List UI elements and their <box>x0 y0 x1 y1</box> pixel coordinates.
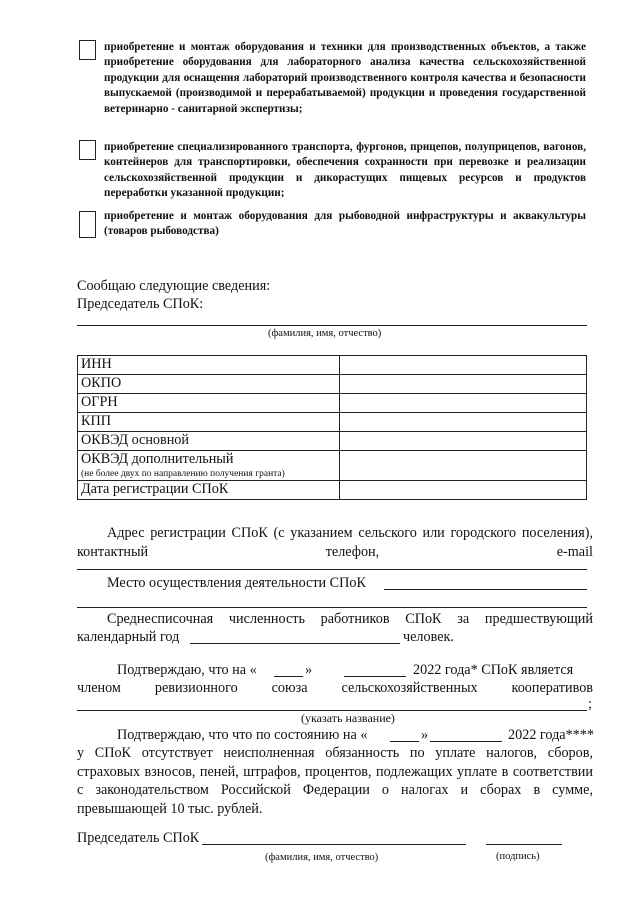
confirm1-prefix: Подтверждаю, что на « <box>117 662 257 678</box>
confirm1-day-line[interactable] <box>274 676 303 677</box>
confirm1-line2: членом ревизионного союза сельскохозяйственных кооперативов <box>77 680 593 696</box>
row-label-inn: ИНН <box>78 356 340 375</box>
staff-text-3: человек. <box>403 629 454 645</box>
row-value-kpp[interactable] <box>340 413 587 432</box>
staff-count-line[interactable] <box>190 643 400 644</box>
option-transport-text: приобретение специализированного транспорта, фургонов, прицепов, полуприцепов, вагонов, контейнеров для транспортировки, обеспечения сохранности при перевозке и реализации сельскохозяйственной продукции и дикорастущих пищевых ресурсов и продуктов переработки указанной продукции; <box>104 141 586 200</box>
row-label-kpp: КПП <box>78 413 340 432</box>
table-row <box>78 432 587 451</box>
signature-fio-caption: (фамилия, имя, отчество) <box>265 852 379 863</box>
confirm2-prefix: Подтверждаю, что что по состоянию на « <box>117 727 368 743</box>
okved-extra-note: (не более двух по направлению получения гранта) <box>81 469 285 479</box>
option-fish-text: приобретение и монтаж оборудования для рыбоводной инфраструктуры и аквакультуры (товаров рыбоводства) <box>104 210 586 238</box>
requisites-table <box>77 355 587 500</box>
address-text: Адрес регистрации СПоК (с указанием сельского или городского поселения), контактный телефон, e-mail <box>77 525 593 560</box>
checkbox-fish[interactable] <box>79 211 96 238</box>
table-row <box>78 481 587 500</box>
place-line-1[interactable] <box>384 589 587 590</box>
confirm1-quote: » <box>305 662 313 678</box>
intro-line: Сообщаю следующие сведения: <box>77 278 271 294</box>
confirm2-month-line[interactable] <box>430 741 502 742</box>
row-label-okved-extra <box>78 451 340 481</box>
row-value-reg-date[interactable] <box>340 481 587 500</box>
confirm1-month-line[interactable] <box>344 676 406 677</box>
row-label-okved-main: ОКВЭД основной <box>78 432 340 451</box>
confirm2-day-line[interactable] <box>390 741 419 742</box>
confirm1-end: ; <box>588 696 592 712</box>
table-row <box>78 413 587 432</box>
confirm2-year-text: 2022 года**** <box>508 727 594 743</box>
confirm2-quote: » <box>421 727 429 743</box>
signature-fio-line[interactable] <box>202 844 466 845</box>
chairman-fio-caption: (фамилия, имя, отчество) <box>268 328 382 339</box>
row-value-okved-extra[interactable] <box>340 451 587 481</box>
row-label-reg-date: Дата регистрации СПоК <box>78 481 340 500</box>
table-row <box>78 451 587 481</box>
confirm2-text: у СПоК отсутствует неисполненная обязанность по уплате налогов, сборов, страховых взносов, пеней, штрафов, процентов, подлежащих уплате в соответствии с законодательством Российской Федерации о налогах и сборах в сумме, превышающей 10 тыс. рублей. <box>77 745 593 817</box>
signature-label: Председатель СПоК <box>77 830 200 846</box>
chairman-label: Председатель СПоК: <box>77 296 204 312</box>
union-name-caption: (указать название) <box>301 711 395 725</box>
row-value-ogrn[interactable] <box>340 394 587 413</box>
chairman-fio-line[interactable] <box>77 325 587 326</box>
staff-text-1: Среднесписочная численность работников СПоК за предшествующий <box>107 611 593 627</box>
row-label-ogrn: ОГРН <box>78 394 340 413</box>
checkbox-transport[interactable] <box>79 140 96 160</box>
row-value-okpo[interactable] <box>340 375 587 394</box>
table-row <box>78 356 587 375</box>
confirm1-year-text: 2022 года* СПоК является <box>413 662 574 678</box>
signature-sign-line[interactable] <box>486 844 562 845</box>
signature-sign-caption: (подпись) <box>496 851 540 862</box>
table-row <box>78 394 587 413</box>
place-line-2[interactable] <box>77 607 587 608</box>
checkbox-equipment[interactable] <box>79 40 96 60</box>
table-row <box>78 375 587 394</box>
option-equipment-text: приобретение и монтаж оборудования и техники для производственных объектов, а также приобретение оборудования для лабораторного анализа качества сельскохозяйственной продукции для оснащения лабораторий производственного контроля качества и безопасности выпускаемой (производимой и перерабатываемой) продукции и проведения государственной ветеринарно - санитарной экспертизы; <box>104 41 586 115</box>
place-label: Место осуществления деятельности СПоК <box>107 575 366 591</box>
row-value-inn[interactable] <box>340 356 587 375</box>
row-label-okpo: ОКПО <box>78 375 340 394</box>
address-line[interactable] <box>77 569 587 570</box>
row-value-okved-main[interactable] <box>340 432 587 451</box>
staff-text-2: календарный год <box>77 629 180 645</box>
okved-extra-label: ОКВЭД дополнительный <box>81 451 234 467</box>
